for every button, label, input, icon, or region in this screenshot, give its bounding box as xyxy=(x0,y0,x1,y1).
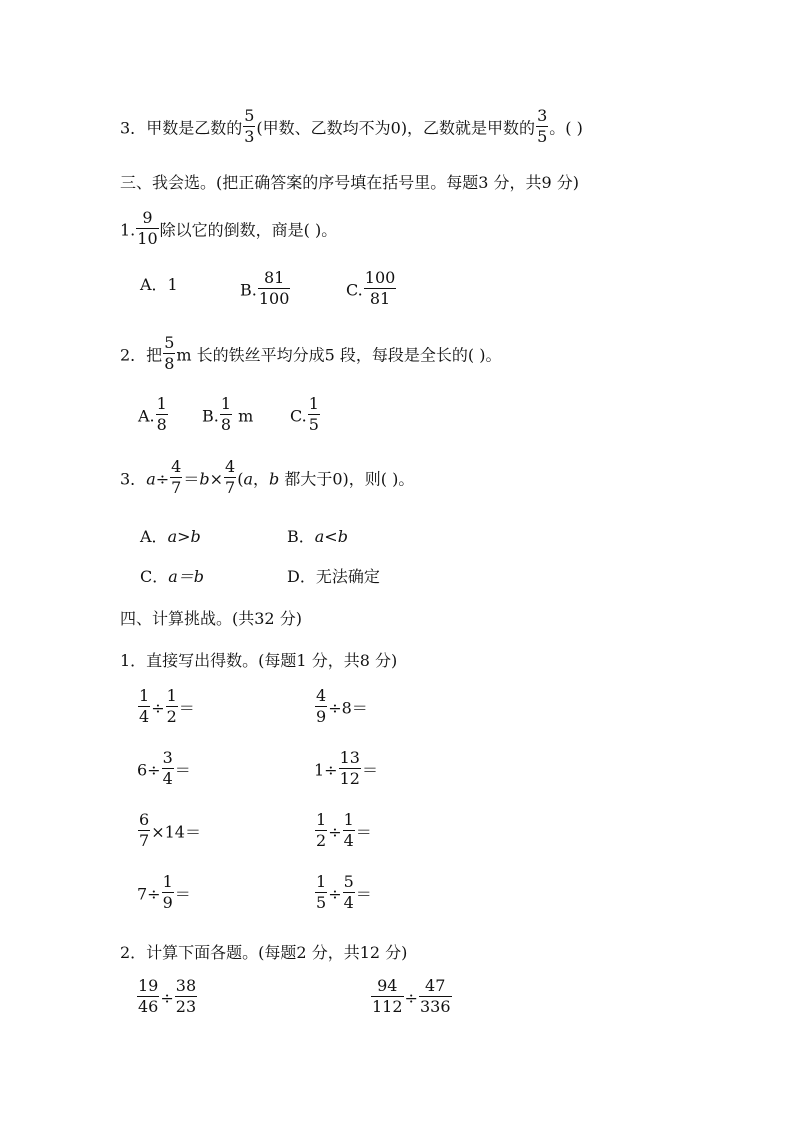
equals: ＝ xyxy=(355,884,372,904)
choice-question-3 xyxy=(120,457,415,499)
section-3-heading: 三、我会选。(把正确答案的序号填在括号里。每题3 分，共9 分) xyxy=(120,173,580,192)
numerator: 1 xyxy=(316,872,327,891)
denominator: 336 xyxy=(419,996,451,1016)
option-b[interactable] xyxy=(287,524,348,547)
option-expression: a<b xyxy=(314,527,348,546)
question-text[interactable]: 都大于0)，则( )。 xyxy=(279,469,415,489)
numerator: 1 xyxy=(220,394,232,413)
option-label: B. xyxy=(240,280,257,300)
oral-calc-5[interactable] xyxy=(137,810,201,852)
option-label: A．1 xyxy=(140,275,178,294)
expression-rest: ×14＝ xyxy=(151,822,201,842)
item-text: (甲数、乙数均不为0)，乙数就是甲数的 xyxy=(256,118,536,138)
fraction xyxy=(419,978,452,1016)
denominator: 4 xyxy=(343,830,354,850)
fraction xyxy=(315,874,327,912)
choice-question-2 xyxy=(120,333,502,375)
equals: ＝ xyxy=(178,698,195,718)
expression-prefix: 7÷ xyxy=(137,884,161,904)
oral-calc-8[interactable] xyxy=(314,872,372,914)
question-number: 1. xyxy=(120,220,136,240)
denominator: 4 xyxy=(162,768,173,788)
option-a[interactable] xyxy=(140,524,201,547)
fraction xyxy=(162,874,174,912)
option-a[interactable] xyxy=(138,394,169,436)
numerator: 4 xyxy=(171,457,182,476)
denominator: 5 xyxy=(316,892,327,912)
numerator: 5 xyxy=(164,333,175,352)
fraction xyxy=(315,688,327,726)
denominator: 2 xyxy=(166,706,177,726)
fraction xyxy=(138,688,150,726)
fraction xyxy=(315,812,327,850)
numerator: 100 xyxy=(364,268,396,287)
numerator: 1 xyxy=(343,810,354,829)
fraction xyxy=(175,978,197,1016)
numerator: 38 xyxy=(175,976,197,995)
fraction xyxy=(163,335,175,373)
option-d[interactable] xyxy=(287,564,380,587)
numerator: 5 xyxy=(343,872,354,891)
numerator: 3 xyxy=(162,748,173,767)
option-label: B． xyxy=(287,527,315,546)
denominator: 23 xyxy=(175,996,197,1016)
numerator: 6 xyxy=(139,810,150,829)
operator: ÷ xyxy=(160,988,174,1008)
fraction xyxy=(136,210,158,248)
answer-blank[interactable]: 。( ) xyxy=(549,118,583,138)
denominator: 9 xyxy=(162,892,173,912)
option-expression: a>b xyxy=(167,527,201,546)
option-label: A. xyxy=(138,406,155,426)
fraction xyxy=(224,459,236,497)
fraction xyxy=(343,812,355,850)
option-b[interactable] xyxy=(202,394,254,436)
option-label: C. xyxy=(346,280,363,300)
numerator: 3 xyxy=(537,106,548,125)
fraction xyxy=(343,874,355,912)
option-a[interactable] xyxy=(140,272,178,295)
part-2-heading: 2．计算下面各题。(每题2 分，共12 分) xyxy=(120,943,408,962)
operator: ÷ xyxy=(155,469,170,489)
numerator: 94 xyxy=(371,978,404,997)
numerator: 19 xyxy=(138,976,159,995)
numerator: 81 xyxy=(258,270,291,289)
option-label: D．无法确定 xyxy=(287,567,380,586)
denominator: 100 xyxy=(258,288,290,308)
fraction xyxy=(258,270,291,308)
option-c[interactable] xyxy=(290,394,321,436)
numerator: 47 xyxy=(419,978,452,997)
expression-rest: ÷8＝ xyxy=(328,698,368,718)
calc-problem-1[interactable] xyxy=(136,976,198,1018)
numerator: 9 xyxy=(136,210,158,229)
true-false-item-3 xyxy=(120,106,583,148)
numerator: 1 xyxy=(308,394,319,413)
variable-a: a xyxy=(146,469,156,489)
option-label: A． xyxy=(140,527,168,546)
fraction xyxy=(166,688,178,726)
item-number: 3． xyxy=(120,118,147,138)
numerator: 13 xyxy=(339,748,360,767)
fraction xyxy=(308,396,320,434)
question-text: ， xyxy=(252,469,269,489)
denominator: 7 xyxy=(139,830,150,850)
option-c[interactable] xyxy=(346,268,397,310)
option-expression: a＝b xyxy=(168,567,205,586)
denominator: 3 xyxy=(244,126,255,146)
operator: ＝ xyxy=(183,469,200,489)
calc-problem-2[interactable] xyxy=(370,976,453,1018)
part-1-heading: 1．直接写出得数。(每题1 分，共8 分) xyxy=(120,651,398,670)
denominator: 5 xyxy=(308,414,319,434)
option-c[interactable] xyxy=(140,564,204,587)
denominator: 46 xyxy=(138,996,159,1016)
equals: ＝ xyxy=(174,884,191,904)
operator: ÷ xyxy=(404,988,418,1008)
denominator: 2 xyxy=(316,830,327,850)
denominator: 8 xyxy=(220,414,232,434)
question-text[interactable]: m 长的铁丝平均分成5 段，每段是全长的( )。 xyxy=(176,345,502,365)
fraction xyxy=(137,978,159,1016)
oral-calc-7[interactable] xyxy=(137,872,191,914)
question-text[interactable]: 除以它的倒数，商是( )。 xyxy=(159,220,338,240)
expression-prefix: 1÷ xyxy=(314,760,338,780)
fraction xyxy=(138,812,150,850)
numerator: 1 xyxy=(162,872,173,891)
fraction xyxy=(156,396,168,434)
operator: ÷ xyxy=(328,884,342,904)
denominator: 8 xyxy=(164,353,175,373)
operator: ÷ xyxy=(151,698,165,718)
option-label: B. xyxy=(202,406,219,426)
oral-calc-2[interactable] xyxy=(314,686,368,728)
question-number: 3． xyxy=(120,469,147,489)
denominator: 9 xyxy=(316,706,327,726)
question-number: 2．把 xyxy=(120,345,163,365)
oral-calc-4[interactable] xyxy=(314,748,378,790)
fraction xyxy=(371,978,404,1016)
denominator: 5 xyxy=(537,126,548,146)
numerator: 4 xyxy=(225,457,236,476)
fraction xyxy=(162,750,174,788)
equals: ＝ xyxy=(361,760,378,780)
equals: ＝ xyxy=(355,822,372,842)
variable-b: b xyxy=(269,469,280,489)
option-b[interactable] xyxy=(240,268,291,310)
variable-b: b xyxy=(199,469,210,489)
question-text: ( xyxy=(237,469,244,489)
denominator: 4 xyxy=(139,706,150,726)
numerator: 4 xyxy=(316,686,327,705)
denominator: 81 xyxy=(369,288,391,308)
oral-calc-1[interactable] xyxy=(137,686,195,728)
numerator: 1 xyxy=(156,394,167,413)
fraction xyxy=(339,750,361,788)
option-label: C． xyxy=(140,567,169,586)
denominator: 7 xyxy=(171,477,182,497)
denominator: 8 xyxy=(156,414,167,434)
section-4-heading: 四、计算挑战。(共32 分) xyxy=(120,609,302,628)
unit: m xyxy=(233,406,254,426)
oral-calc-3[interactable] xyxy=(137,748,191,790)
expression-prefix: 6÷ xyxy=(137,760,161,780)
oral-calc-6[interactable] xyxy=(314,810,372,852)
option-label: C. xyxy=(290,406,307,426)
operator: ÷ xyxy=(328,822,342,842)
fraction xyxy=(170,459,182,497)
denominator: 12 xyxy=(339,768,360,788)
denominator: 4 xyxy=(343,892,354,912)
numerator: 1 xyxy=(316,810,327,829)
denominator: 7 xyxy=(225,477,236,497)
fraction xyxy=(220,396,232,434)
numerator: 1 xyxy=(139,686,150,705)
fraction xyxy=(536,108,548,146)
choice-question-1 xyxy=(120,208,338,250)
denominator: 10 xyxy=(137,228,158,248)
denominator: 112 xyxy=(372,996,403,1016)
item-text: 甲数是乙数的 xyxy=(146,118,243,138)
fraction xyxy=(364,270,397,308)
numerator: 5 xyxy=(244,106,255,125)
equals: ＝ xyxy=(174,760,191,780)
numerator: 1 xyxy=(166,686,177,705)
variable-a: a xyxy=(243,469,253,489)
operator: × xyxy=(209,469,223,489)
fraction xyxy=(243,108,255,146)
